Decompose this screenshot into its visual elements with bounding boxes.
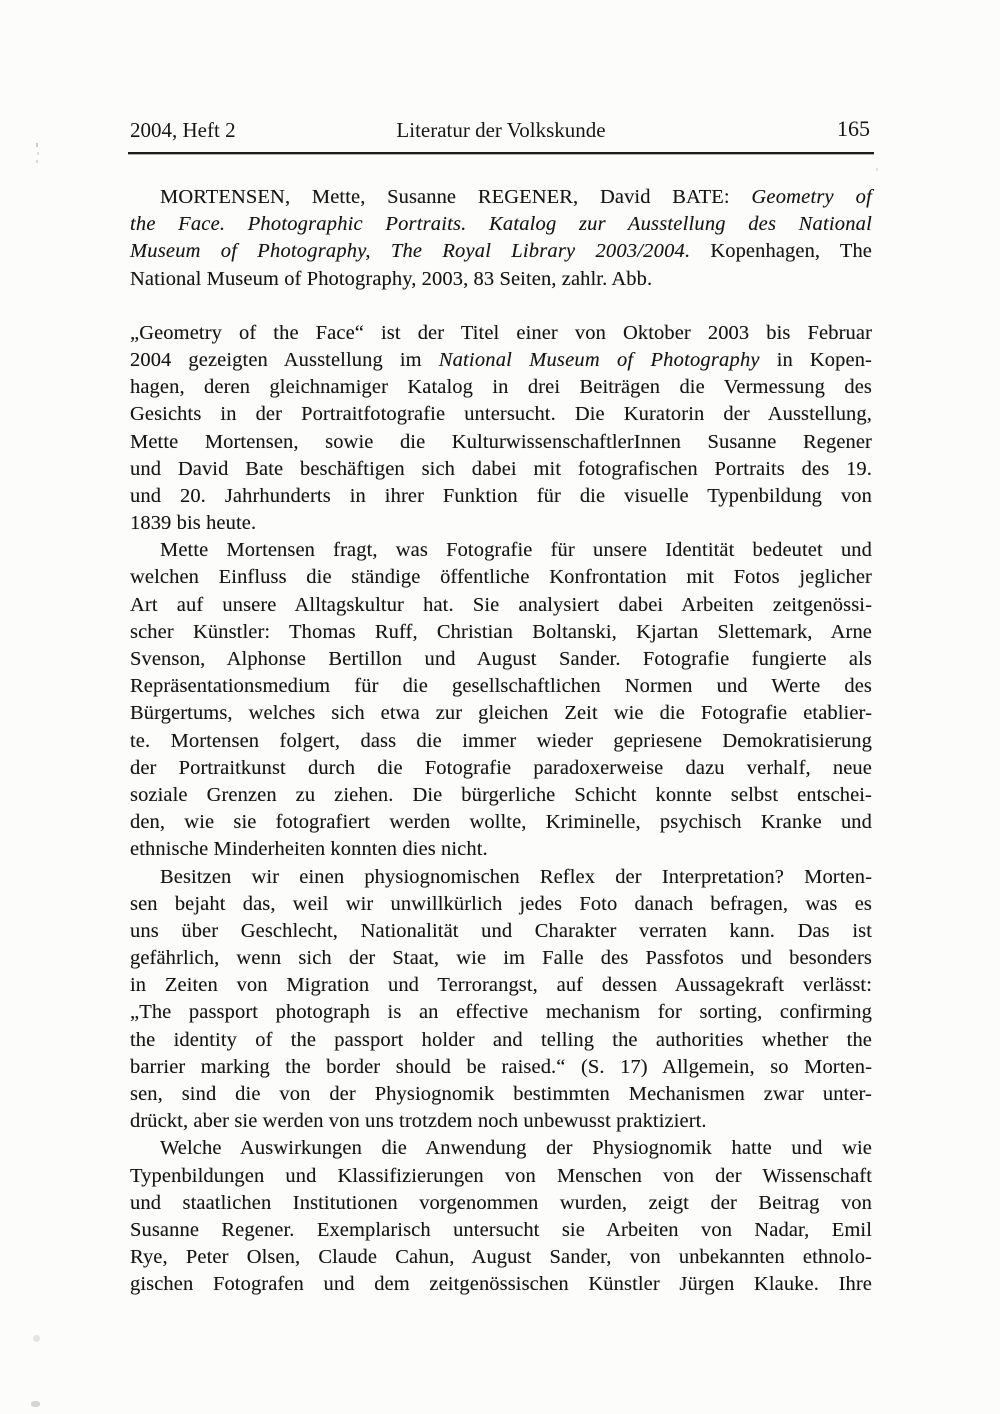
text-line	[130, 864, 872, 891]
text-segment: scher Künstler: Thomas Ruff, Christian Boltanski, Kjartan Slettemark, Arne	[130, 620, 872, 643]
text-line	[130, 1108, 872, 1135]
text-line	[130, 619, 872, 646]
text-line	[130, 891, 872, 918]
text-segment: Bürgertums, welches sich etwa zur gleichen Zeit wie die Fotografie etablier-	[130, 702, 872, 725]
text-segment: der Portraitkunst durch die Fotografie paradoxerweise dazu verhalf, neue	[130, 756, 872, 779]
text-line	[130, 184, 872, 211]
text-segment: „Geometry of the Face“ ist der Titel einer von Oktober 2003 bis Februar	[130, 321, 872, 344]
text-line	[130, 918, 872, 945]
paragraph	[130, 1135, 872, 1298]
text-line	[130, 782, 872, 809]
scan-artifact	[876, 168, 878, 171]
text-segment: 2004 gezeigten Ausstellung im	[130, 348, 439, 371]
text-segment: soziale Grenzen zu ziehen. Die bürgerliche Schicht konnte selbst entschei-	[130, 783, 872, 806]
paragraph	[130, 320, 872, 538]
issue-label: 2004, Heft 2	[130, 118, 236, 142]
journal-title: Literatur der Volkskunde	[396, 118, 606, 142]
text-line	[130, 1027, 872, 1054]
text-segment: Susanne Regener. Exemplarisch untersucht sie Arbeiten von Nadar, Emil	[130, 1218, 872, 1241]
text-segment: Welche Auswirkungen die Anwendung der Physiognomik hatte und wie	[160, 1137, 872, 1160]
text-segment: te. Mortensen folgert, dass die immer wieder gepriesene Demokratisierung	[130, 729, 872, 752]
paragraph	[130, 184, 872, 293]
text-segment: MORTENSEN, Mette, Susanne REGENER, David BATE:	[160, 186, 752, 208]
text-line	[130, 266, 872, 293]
text-segment: Kopenhagen, The	[690, 240, 872, 263]
text-segment: ethnische Minderheiten konnten dies nicht.	[130, 838, 488, 861]
text-segment: den, wie sie fotografiert werden wollte, Kriminelle, psychisch Kranke und	[130, 811, 872, 834]
italic-text-segment: the Face. Photographic Portraits. Katalog zur Ausstellung des National	[130, 213, 872, 236]
text-segment: sen, sind die von der Physiognomik bestimmten Mechanismen zwar unter-	[130, 1083, 872, 1105]
page-body	[130, 184, 872, 1299]
text-line	[130, 483, 872, 510]
text-line	[130, 1081, 872, 1108]
text-segment: barrier marking the border should be raised.“ (S. 17) Allgemein, so Morten-	[130, 1055, 872, 1078]
running-head	[130, 118, 872, 144]
text-line	[130, 592, 872, 619]
text-segment: in Zeiten von Migration und Terrorangst, auf dessen Aussagekraft verlässt:	[130, 974, 872, 997]
text-segment: uns über Geschlecht, Nationalität und Charakter verraten kann. Das ist	[130, 919, 872, 942]
italic-text-segment: National Museum of Photography	[438, 348, 760, 371]
text-line	[130, 673, 872, 700]
text-segment: the identity of the passport holder and telling the authorities whether the	[130, 1028, 872, 1051]
text-line	[130, 238, 872, 265]
text-line	[130, 728, 872, 755]
text-segment: und staatlichen Institutionen vorgenommen wurden, zeigt der Beitrag von	[130, 1191, 872, 1214]
text-segment: Besitzen wir einen physiognomischen Reflex der Interpretation? Morten-	[160, 865, 872, 888]
text-line	[130, 401, 872, 428]
italic-text-segment: Geometry of	[751, 186, 872, 208]
page-number: 165	[837, 116, 870, 141]
paragraph	[130, 537, 872, 863]
scan-artifact	[36, 160, 38, 163]
text-segment: Rye, Peter Olsen, Claude Cahun, August Sander, von unbekannten ethnolo-	[130, 1246, 872, 1269]
text-segment: hagen, deren gleichnamiger Katalog in drei Beiträgen die Vermessung des	[130, 376, 872, 399]
text-segment: Gesichts in der Portraitfotografie untersucht. Die Kuratorin der Ausstellung,	[130, 403, 872, 426]
scan-artifact	[36, 143, 38, 147]
text-line	[130, 1244, 872, 1271]
text-segment: gischen Fotografen und dem zeitgenössischen Künstler Jürgen Klauke. Ihre	[130, 1273, 872, 1296]
text-segment: welchen Einfluss die ständige öffentliche Konfrontation mit Fotos jeglicher	[130, 566, 872, 589]
text-line	[130, 1190, 872, 1217]
scan-artifact	[31, 1401, 40, 1407]
text-segment: gefährlich, wenn sich der Staat, wie im Falle des Passfotos und besonders	[130, 947, 872, 970]
text-line	[130, 456, 872, 483]
text-line	[130, 564, 872, 591]
text-segment: und David Bate beschäftigen sich dabei mit fotografischen Portraits des 19.	[130, 457, 872, 480]
text-line	[130, 809, 872, 836]
text-line	[130, 999, 872, 1026]
text-line	[130, 429, 872, 456]
text-line	[130, 320, 872, 347]
text-segment: sen bejaht das, weil wir unwillkürlich jedes Foto danach befragen, was es	[130, 892, 872, 915]
text-segment: Repräsentationsmedium für die gesellschaftlichen Normen und Werte des	[130, 675, 872, 698]
text-segment: Art auf unsere Alltagskultur hat. Sie analysiert dabei Arbeiten zeitgenössi-	[130, 593, 872, 616]
text-segment: und 20. Jahrhunderts in ihrer Funktion für die visuelle Typenbildung von	[130, 484, 872, 507]
text-segment: Typenbildungen und Klassifizierungen von Menschen von der Wissenschaft	[130, 1164, 872, 1187]
text-line	[130, 646, 872, 673]
text-line	[130, 1054, 872, 1081]
text-line	[130, 510, 872, 537]
text-line	[130, 1163, 872, 1190]
text-line	[130, 537, 872, 564]
text-line	[130, 945, 872, 972]
scan-artifact	[33, 1335, 40, 1342]
text-line	[130, 1271, 872, 1298]
text-line	[130, 1217, 872, 1244]
text-segment: Mette Mortensen, sowie die KulturwissenschaftlerInnen Susanne Regener	[130, 430, 872, 453]
text-line	[130, 836, 872, 863]
text-segment: „The passport photograph is an effective mechanism for sorting, confirming	[130, 1001, 872, 1024]
text-segment: drückt, aber sie werden von uns trotzdem noch unbewusst praktiziert.	[130, 1110, 707, 1133]
text-segment: Svenson, Alphonse Bertillon und August Sander. Fotografie fungierte als	[130, 648, 872, 670]
text-line	[130, 347, 872, 374]
paragraph	[130, 864, 872, 1136]
text-segment: 1839 bis heute.	[130, 512, 257, 535]
scan-artifact	[37, 152, 39, 155]
text-line	[130, 755, 872, 782]
text-line	[130, 1135, 872, 1162]
text-segment: National Museum of Photography, 2003, 83 Seiten, zahlr. Abb.	[130, 267, 653, 290]
text-segment: in Kopen-	[759, 348, 872, 371]
italic-text-segment: Museum of Photography, The Royal Library 2003/2004.	[130, 240, 691, 263]
text-line	[130, 374, 872, 401]
text-line	[130, 972, 872, 999]
text-line	[130, 211, 872, 238]
text-line	[130, 700, 872, 727]
header-rule	[128, 152, 874, 154]
text-segment: Mette Mortensen fragt, was Fotografie für unsere Identität bedeutet und	[160, 539, 872, 562]
